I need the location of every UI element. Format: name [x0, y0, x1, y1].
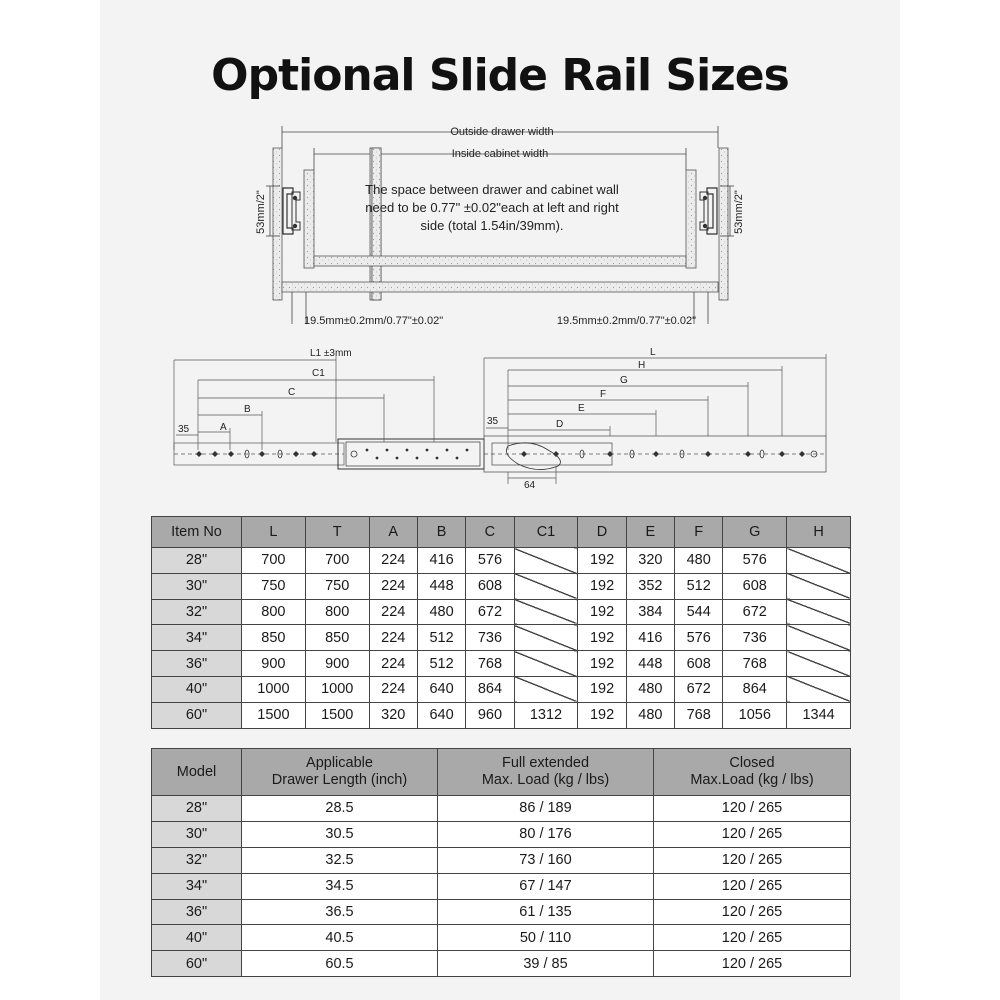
rail-dimension-diagram: [162, 338, 842, 490]
cabinet-bottom: [282, 282, 718, 292]
size-table-cell: 192: [578, 625, 626, 651]
size-table-cell: 224: [369, 625, 417, 651]
size-table-cell: 900: [242, 651, 306, 677]
size-table-empty-cell: [787, 599, 851, 625]
load-table-row: [152, 847, 851, 873]
size-table-header: [152, 517, 851, 548]
height-label-right: 53mm/2": [733, 190, 745, 234]
dim-label-b: B: [244, 404, 251, 415]
size-table-cell: 800: [305, 599, 369, 625]
size-table-cell: 416: [626, 625, 674, 651]
header-full-extended-line-1: Full extended: [501, 755, 590, 771]
size-table-row: [152, 676, 851, 702]
size-table-cell: 1000: [305, 676, 369, 702]
size-table-item-cell: 40": [152, 676, 242, 702]
dim-label-c: C: [288, 387, 296, 398]
header-closed: [654, 749, 851, 796]
outside-width-label: Outside drawer width: [450, 126, 554, 138]
size-table-cell: 480: [417, 599, 465, 625]
size-table-cell: 850: [242, 625, 306, 651]
size-table-cell: 224: [369, 651, 417, 677]
dim-label-g: G: [620, 375, 628, 386]
load-table-cell: 120 / 265: [654, 873, 851, 899]
size-table-cell: 768: [466, 651, 514, 677]
size-table-cell: 512: [417, 651, 465, 677]
size-table-row: [152, 573, 851, 599]
size-table-cell: 480: [626, 676, 674, 702]
load-table-cell: 73 / 160: [438, 847, 654, 873]
size-table-cell: 736: [723, 625, 787, 651]
cabinet-wall-outer-left: [273, 148, 282, 300]
page-title: Optional Slide Rail Sizes: [211, 50, 789, 101]
size-table-empty-cell: [787, 573, 851, 599]
size-table-item-cell: 32": [152, 599, 242, 625]
load-table-cell: 40.5: [242, 925, 438, 951]
header-model: [152, 749, 242, 796]
dim-label-l1: L1 ±3mm: [310, 348, 352, 359]
load-table-cell: 120 / 265: [654, 821, 851, 847]
size-table-empty-cell: [787, 548, 851, 574]
size-table-cell: 800: [242, 599, 306, 625]
header-t: T: [305, 517, 369, 548]
load-table-cell: 120 / 265: [654, 899, 851, 925]
header-c1: C1: [514, 517, 578, 548]
dim-label-d: D: [556, 419, 564, 430]
size-table-cell: 224: [369, 676, 417, 702]
size-table-cell: 384: [626, 599, 674, 625]
size-table-item-cell: 34": [152, 625, 242, 651]
load-table-header: [152, 749, 851, 796]
load-table-model-cell: 40": [152, 925, 242, 951]
load-table-cell: 120 / 265: [654, 847, 851, 873]
size-table-cell: 672: [675, 676, 723, 702]
size-table-cell: 352: [626, 573, 674, 599]
size-table-row: [152, 548, 851, 574]
load-table-row: [152, 821, 851, 847]
header-model-line: Model: [176, 763, 217, 780]
header-g: G: [723, 517, 787, 548]
size-table-cell: 1344: [787, 702, 851, 728]
header-drawer-length-line-1: Applicable: [306, 755, 373, 771]
size-table-cell: 224: [369, 599, 417, 625]
gap-label-right: 19.5mm±0.2mm/0.77"±0.02": [556, 315, 696, 327]
load-table-row: [152, 873, 851, 899]
load-table-cell: 30.5: [242, 821, 438, 847]
load-table-model-cell: 28": [152, 796, 242, 822]
size-table-cell: 480: [626, 702, 674, 728]
load-table: [151, 748, 851, 977]
size-table-cell: 1500: [305, 702, 369, 728]
dim-label-right-35: 35: [487, 416, 499, 427]
header-h: H: [787, 517, 851, 548]
cabinet-right: [719, 148, 728, 300]
size-table-item-cell: 30": [152, 573, 242, 599]
size-table-cell: 1312: [514, 702, 578, 728]
size-table-cell: 640: [417, 702, 465, 728]
drawer-side-left: [304, 170, 314, 268]
size-table-cell: 1000: [242, 676, 306, 702]
size-table-cell: 416: [417, 548, 465, 574]
size-table-cell: 960: [466, 702, 514, 728]
size-table-cell: 608: [723, 573, 787, 599]
page: [100, 0, 900, 1000]
load-table-cell: 60.5: [242, 951, 438, 977]
size-table-empty-cell: [514, 625, 578, 651]
spacing-note-line-1: The space between drawer and cabinet wall: [365, 182, 619, 197]
dim-label-l: L: [650, 347, 656, 358]
size-table-empty-cell: [787, 625, 851, 651]
size-table-cell: 544: [675, 599, 723, 625]
size-table-empty-cell: [787, 651, 851, 677]
load-table-model-cell: 32": [152, 847, 242, 873]
size-table-empty-cell: [514, 548, 578, 574]
dim-label-64: 64: [524, 480, 536, 490]
drawer-bottom: [314, 256, 686, 266]
dim-label-f: F: [600, 389, 607, 400]
dim-label-h: H: [638, 360, 646, 371]
size-table-empty-cell: [514, 676, 578, 702]
size-table: [151, 516, 851, 729]
size-table-row: [152, 599, 851, 625]
size-table-empty-cell: [514, 573, 578, 599]
header-a: A: [369, 517, 417, 548]
size-table-cell: 320: [626, 548, 674, 574]
slide-profile-left: [283, 188, 300, 234]
size-table-cell: 900: [305, 651, 369, 677]
load-table-row: [152, 899, 851, 925]
size-table-cell: 192: [578, 676, 626, 702]
dim-label-a: A: [220, 422, 227, 433]
size-table-cell: 640: [417, 676, 465, 702]
header-closed-line-1: Closed: [729, 755, 775, 771]
header-drawer-length-line-2: Drawer Length (inch): [271, 772, 408, 788]
load-table-model-cell: 60": [152, 951, 242, 977]
header-e: E: [626, 517, 674, 548]
size-table-row: [152, 625, 851, 651]
size-table-cell: 192: [578, 651, 626, 677]
spacing-note-line-3: side (total 1.54in/39mm).: [420, 218, 564, 233]
size-table-item-cell: 28": [152, 548, 242, 574]
size-table-cell: 1500: [242, 702, 306, 728]
load-table-cell: 34.5: [242, 873, 438, 899]
load-table-cell: 67 / 147: [438, 873, 654, 899]
load-table-cell: 39 / 85: [438, 951, 654, 977]
inside-width-label: Inside cabinet width: [451, 148, 549, 160]
size-table-cell: 768: [675, 702, 723, 728]
size-table-cell: 608: [675, 651, 723, 677]
load-table-cell: 80 / 176: [438, 821, 654, 847]
size-table-cell: 192: [578, 702, 626, 728]
header-l: L: [242, 517, 306, 548]
size-table-cell: 768: [723, 651, 787, 677]
size-table-cell: 850: [305, 625, 369, 651]
size-table-cell: 576: [723, 548, 787, 574]
header-f: F: [675, 517, 723, 548]
load-table-cell: 120 / 265: [654, 796, 851, 822]
load-table-cell: 86 / 189: [438, 796, 654, 822]
size-table-row: [152, 702, 851, 728]
size-table-cell: 320: [369, 702, 417, 728]
load-table-cell: 36.5: [242, 899, 438, 925]
size-table-empty-cell: [514, 599, 578, 625]
gap-label-left: 19.5mm±0.2mm/0.77"±0.02": [304, 315, 444, 327]
size-table-cell: 864: [723, 676, 787, 702]
size-table-cell: 672: [723, 599, 787, 625]
size-table-cell: 750: [305, 573, 369, 599]
header-d: D: [578, 517, 626, 548]
header-full-extended-line-2: Max. Load (kg / lbs): [481, 772, 610, 788]
dim-label-left-35: 35: [178, 424, 190, 435]
size-table-row: [152, 651, 851, 677]
load-table-model-cell: 30": [152, 821, 242, 847]
header-drawer-length: [242, 749, 438, 796]
slide-profile-right: [700, 188, 717, 234]
load-table-cell: 120 / 265: [654, 951, 851, 977]
size-table-cell: 192: [578, 599, 626, 625]
size-table-cell: 672: [466, 599, 514, 625]
load-table-cell: 28.5: [242, 796, 438, 822]
size-table-cell: 736: [466, 625, 514, 651]
size-table-cell: 224: [369, 548, 417, 574]
size-table-cell: 192: [578, 573, 626, 599]
size-table-cell: 576: [675, 625, 723, 651]
size-table-cell: 608: [466, 573, 514, 599]
header-b: B: [417, 517, 465, 548]
size-table-cell: 224: [369, 573, 417, 599]
drawer-side-right: [686, 170, 696, 268]
load-table-cell: 120 / 265: [654, 925, 851, 951]
load-table-row: [152, 796, 851, 822]
size-table-cell: 750: [242, 573, 306, 599]
load-table-row: [152, 925, 851, 951]
size-table-empty-cell: [787, 676, 851, 702]
size-table-cell: 700: [242, 548, 306, 574]
height-label-left: 53mm/2": [255, 190, 267, 234]
header-closed-line-2: Max.Load (kg / lbs): [690, 772, 814, 788]
size-table-cell: 448: [626, 651, 674, 677]
header-full-extended: [438, 749, 654, 796]
load-table-model-cell: 34": [152, 873, 242, 899]
drawer-cabinet-diagram: [240, 118, 760, 328]
size-table-empty-cell: [514, 651, 578, 677]
size-table-cell: 700: [305, 548, 369, 574]
load-table-model-cell: 36": [152, 899, 242, 925]
dim-label-c1: C1: [312, 368, 325, 379]
size-table-cell: 864: [466, 676, 514, 702]
size-table-item-cell: 60": [152, 702, 242, 728]
size-table-cell: 512: [417, 625, 465, 651]
header-item-no: Item No: [152, 517, 242, 548]
size-table-cell: 576: [466, 548, 514, 574]
dim-label-e: E: [578, 403, 585, 414]
spacing-note-line-2: need to be 0.77" ±0.02"each at left and right: [365, 200, 619, 215]
size-table-item-cell: 36": [152, 651, 242, 677]
load-table-cell: 32.5: [242, 847, 438, 873]
size-table-cell: 480: [675, 548, 723, 574]
size-table-cell: 448: [417, 573, 465, 599]
size-table-cell: 512: [675, 573, 723, 599]
load-table-cell: 61 / 135: [438, 899, 654, 925]
load-table-cell: 50 / 110: [438, 925, 654, 951]
header-c: C: [466, 517, 514, 548]
size-table-cell: 192: [578, 548, 626, 574]
load-table-row: [152, 951, 851, 977]
size-table-cell: 1056: [723, 702, 787, 728]
